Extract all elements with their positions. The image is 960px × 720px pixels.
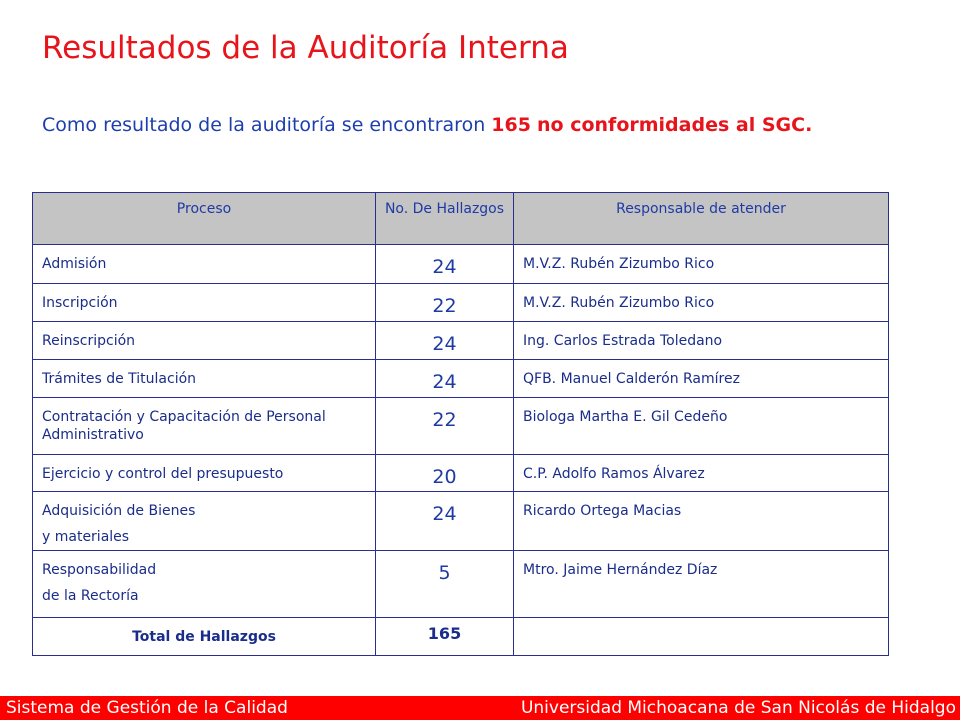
cell-count: 24 — [376, 492, 514, 551]
cell-count: 24 — [376, 245, 514, 284]
cell-process: Ejercicio y control del presupuesto — [33, 455, 376, 492]
table-row — [33, 455, 889, 492]
intro-text: Como resultado de la auditoría se encontraron — [42, 114, 486, 136]
table-row — [33, 398, 889, 455]
table-row — [33, 245, 889, 284]
slide-title: Resultados de la Auditoría Interna — [42, 30, 569, 66]
cell-process: Reinscripción — [33, 322, 376, 360]
cell-process: Contratación y Capacitación de Personal Administrativo — [33, 398, 376, 455]
cell-count: 22 — [376, 284, 514, 322]
cell-responsible: Mtro. Jaime Hernández Díaz — [514, 551, 889, 618]
header-count: No. De Hallazgos — [376, 193, 514, 245]
intro-paragraph — [42, 112, 860, 139]
table-row — [33, 360, 889, 398]
cell-process-line2: de la Rectoría — [42, 588, 139, 604]
cell-count: 20 — [376, 455, 514, 492]
intro-highlight-text: no conformidades al SGC — [537, 114, 806, 136]
total-label: Total de Hallazgos — [33, 618, 376, 656]
cell-count: 24 — [376, 360, 514, 398]
header-responsible: Responsable de atender — [514, 193, 889, 245]
cell-responsible: Ricardo Ortega Macias — [514, 492, 889, 551]
cell-responsible: Biologa Martha E. Gil Cedeño — [514, 398, 889, 455]
intro-highlight-count: 165 — [491, 114, 531, 136]
cell-responsible: M.V.Z. Rubén Zizumbo Rico — [514, 284, 889, 322]
table-row — [33, 551, 889, 618]
header-process: Proceso — [33, 193, 376, 245]
cell-count: 24 — [376, 322, 514, 360]
total-responsible-empty — [514, 618, 889, 656]
cell-process-line1: Adquisición de Bienes — [42, 503, 196, 519]
footer-right-text: Universidad Michoacana de San Nicolás de Hidalgo — [520, 698, 956, 718]
table-row — [33, 492, 889, 551]
cell-process: Inscripción — [33, 284, 376, 322]
intro-trailing: . — [805, 114, 813, 136]
footer-left-text: Sistema de Gestión de la Calidad — [6, 698, 288, 718]
cell-process: Admisión — [33, 245, 376, 284]
cell-count: 22 — [376, 398, 514, 455]
cell-count: 5 — [376, 551, 514, 618]
cell-process — [33, 492, 376, 551]
table-total-row — [33, 618, 889, 656]
cell-process-line1: Responsabilidad — [42, 562, 157, 578]
findings-table — [32, 192, 889, 656]
table-row — [33, 322, 889, 360]
cell-responsible: QFB. Manuel Calderón Ramírez — [514, 360, 889, 398]
cell-process-line2: y materiales — [42, 529, 130, 545]
cell-process: Trámites de Titulación — [33, 360, 376, 398]
cell-responsible: M.V.Z. Rubén Zizumbo Rico — [514, 245, 889, 284]
footer-bar — [0, 696, 960, 720]
cell-responsible: Ing. Carlos Estrada Toledano — [514, 322, 889, 360]
total-value: 165 — [376, 618, 514, 656]
table-row — [33, 284, 889, 322]
cell-responsible: C.P. Adolfo Ramos Álvarez — [514, 455, 889, 492]
table-header-row — [33, 193, 889, 245]
cell-process — [33, 551, 376, 618]
